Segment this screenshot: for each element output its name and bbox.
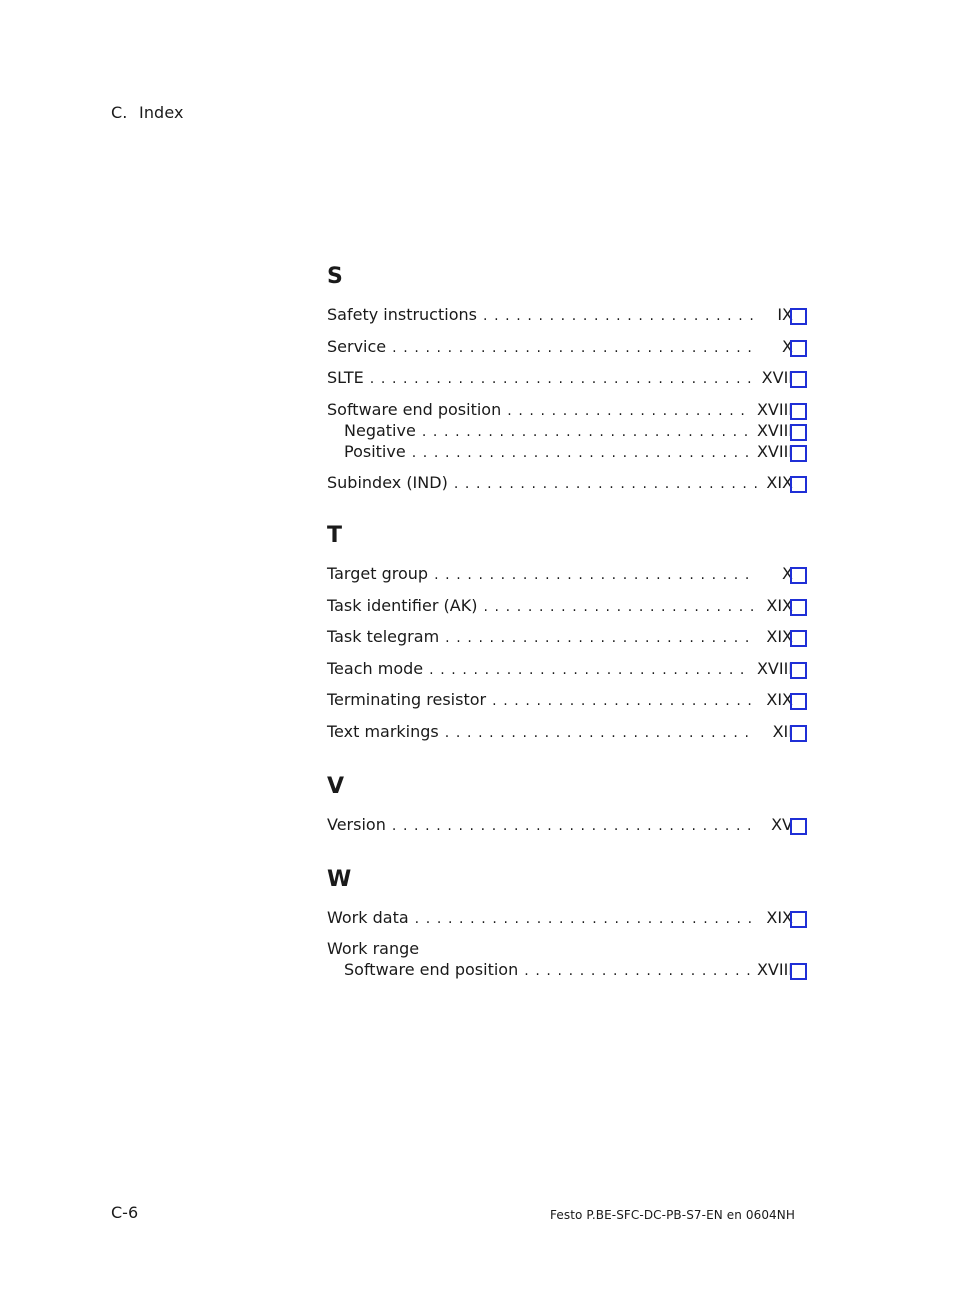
hyperlink-box-icon[interactable] — [790, 308, 807, 325]
entry-page-ref[interactable]: XIX — [766, 595, 793, 615]
index-section-t — [327, 521, 793, 742]
index-section-w — [327, 865, 793, 981]
entry-list — [327, 907, 793, 981]
dot-leader — [370, 369, 756, 390]
index-entry[interactable] — [327, 304, 793, 325]
index-entry — [327, 938, 793, 959]
hyperlink-box-icon[interactable] — [790, 693, 807, 710]
dot-leader — [392, 816, 757, 837]
index-entry[interactable] — [327, 626, 793, 647]
dot-leader — [524, 961, 751, 982]
dot-leader — [483, 597, 757, 618]
dot-leader — [415, 909, 757, 930]
entry-page-ref[interactable]: XIX — [766, 473, 793, 492]
entry-term: Service — [327, 336, 387, 356]
dot-leader — [445, 628, 757, 649]
dot-leader — [483, 306, 757, 327]
chapter-number: C. — [111, 103, 128, 122]
entry-page-ref[interactable]: XIX — [766, 690, 793, 709]
hyperlink-box-icon[interactable] — [790, 403, 807, 420]
entry-term: Work data — [327, 907, 409, 927]
dot-leader — [492, 691, 757, 712]
entry-term: Negative — [344, 420, 416, 440]
hyperlink-box-icon[interactable] — [790, 599, 807, 616]
entry-page-ref[interactable]: X — [782, 336, 793, 356]
entry-term: Work range — [327, 939, 420, 958]
dot-leader — [392, 338, 757, 359]
entry-list — [327, 304, 793, 493]
section-letter: V — [327, 773, 345, 799]
entry-page-ref[interactable]: XV — [771, 814, 793, 834]
section-letter: S — [327, 264, 343, 289]
section-gap — [327, 493, 793, 521]
index-subentry[interactable] — [327, 959, 793, 980]
entry-page-ref[interactable]: XVII — [761, 368, 793, 387]
entry-page-ref[interactable]: XVIII — [756, 960, 793, 979]
index-entry[interactable] — [327, 689, 793, 710]
entry-term: Positive — [344, 441, 406, 461]
entry-page-ref[interactable]: XVIII — [756, 658, 793, 678]
section-gap — [327, 835, 793, 865]
index-entry[interactable] — [327, 721, 793, 742]
entry-term: Software end position — [327, 399, 502, 419]
dot-leader — [507, 401, 751, 422]
entry-term: SLTE — [327, 368, 364, 387]
entry-term: Version — [327, 814, 386, 834]
entry-page-ref[interactable]: XVIII — [756, 420, 793, 440]
index-entry[interactable] — [327, 336, 793, 357]
entry-term: Software end position — [344, 960, 519, 979]
entry-page-ref[interactable]: XIX — [766, 627, 793, 646]
dot-leader — [434, 565, 757, 586]
index-entry[interactable] — [327, 472, 793, 493]
chapter-title: Index — [139, 103, 184, 122]
section-gap — [327, 742, 793, 772]
entry-page-ref[interactable]: X — [782, 564, 793, 583]
index-entry[interactable] — [327, 563, 793, 584]
entry-page-ref[interactable]: IX — [777, 305, 793, 324]
hyperlink-box-icon[interactable] — [790, 476, 807, 493]
entry-term: Task telegram — [327, 627, 440, 646]
dot-leader — [412, 443, 751, 464]
section-letter: T — [327, 523, 343, 548]
entry-page-ref[interactable]: XII — [772, 721, 793, 741]
entry-term: Target group — [327, 564, 429, 583]
section-letter: W — [327, 866, 352, 892]
dot-leader — [454, 474, 757, 495]
index-entry[interactable] — [327, 595, 793, 616]
index-entry[interactable] — [327, 399, 793, 420]
entry-list — [327, 814, 793, 835]
hyperlink-box-icon[interactable] — [790, 818, 807, 835]
dot-leader — [422, 422, 751, 443]
hyperlink-box-icon[interactable] — [790, 911, 807, 928]
hyperlink-box-icon[interactable] — [790, 371, 807, 388]
entry-term: Terminating resistor — [327, 690, 487, 709]
entry-term: Teach mode — [327, 658, 424, 678]
index-subentry[interactable] — [327, 420, 793, 441]
index-section-s — [327, 262, 793, 493]
dot-leader — [429, 660, 751, 681]
hyperlink-box-icon[interactable] — [790, 963, 807, 980]
index-entry[interactable] — [327, 367, 793, 388]
document-id: Festo P.BE-SFC-DC-PB-S7-EN en 0604NH — [550, 1208, 795, 1222]
hyperlink-box-icon[interactable] — [790, 662, 807, 679]
entry-term: Safety instructions — [327, 305, 477, 324]
entry-term: Text markings — [327, 721, 439, 741]
entry-term: Subindex (IND) — [327, 473, 448, 492]
entry-page-ref[interactable]: XVIII — [756, 441, 793, 461]
index-entry[interactable] — [327, 658, 793, 679]
index-entry[interactable] — [327, 814, 793, 835]
entry-list — [327, 563, 793, 742]
index-entry[interactable] — [327, 907, 793, 928]
page-number: C-6 — [111, 1203, 139, 1222]
hyperlink-box-icon[interactable] — [790, 424, 807, 441]
hyperlink-box-icon[interactable] — [790, 445, 807, 462]
index-section-v — [327, 772, 793, 835]
hyperlink-box-icon[interactable] — [790, 340, 807, 357]
index-subentry[interactable] — [327, 441, 793, 462]
hyperlink-box-icon[interactable] — [790, 567, 807, 584]
dot-leader — [445, 723, 757, 744]
index-list — [327, 262, 793, 980]
entry-page-ref[interactable]: XIX — [766, 907, 793, 927]
page-header — [111, 103, 184, 122]
hyperlink-box-icon[interactable] — [790, 630, 807, 647]
entry-page-ref[interactable]: XVIII — [756, 399, 793, 419]
hyperlink-box-icon[interactable] — [790, 725, 807, 742]
entry-term: Task identifier (AK) — [327, 595, 478, 615]
